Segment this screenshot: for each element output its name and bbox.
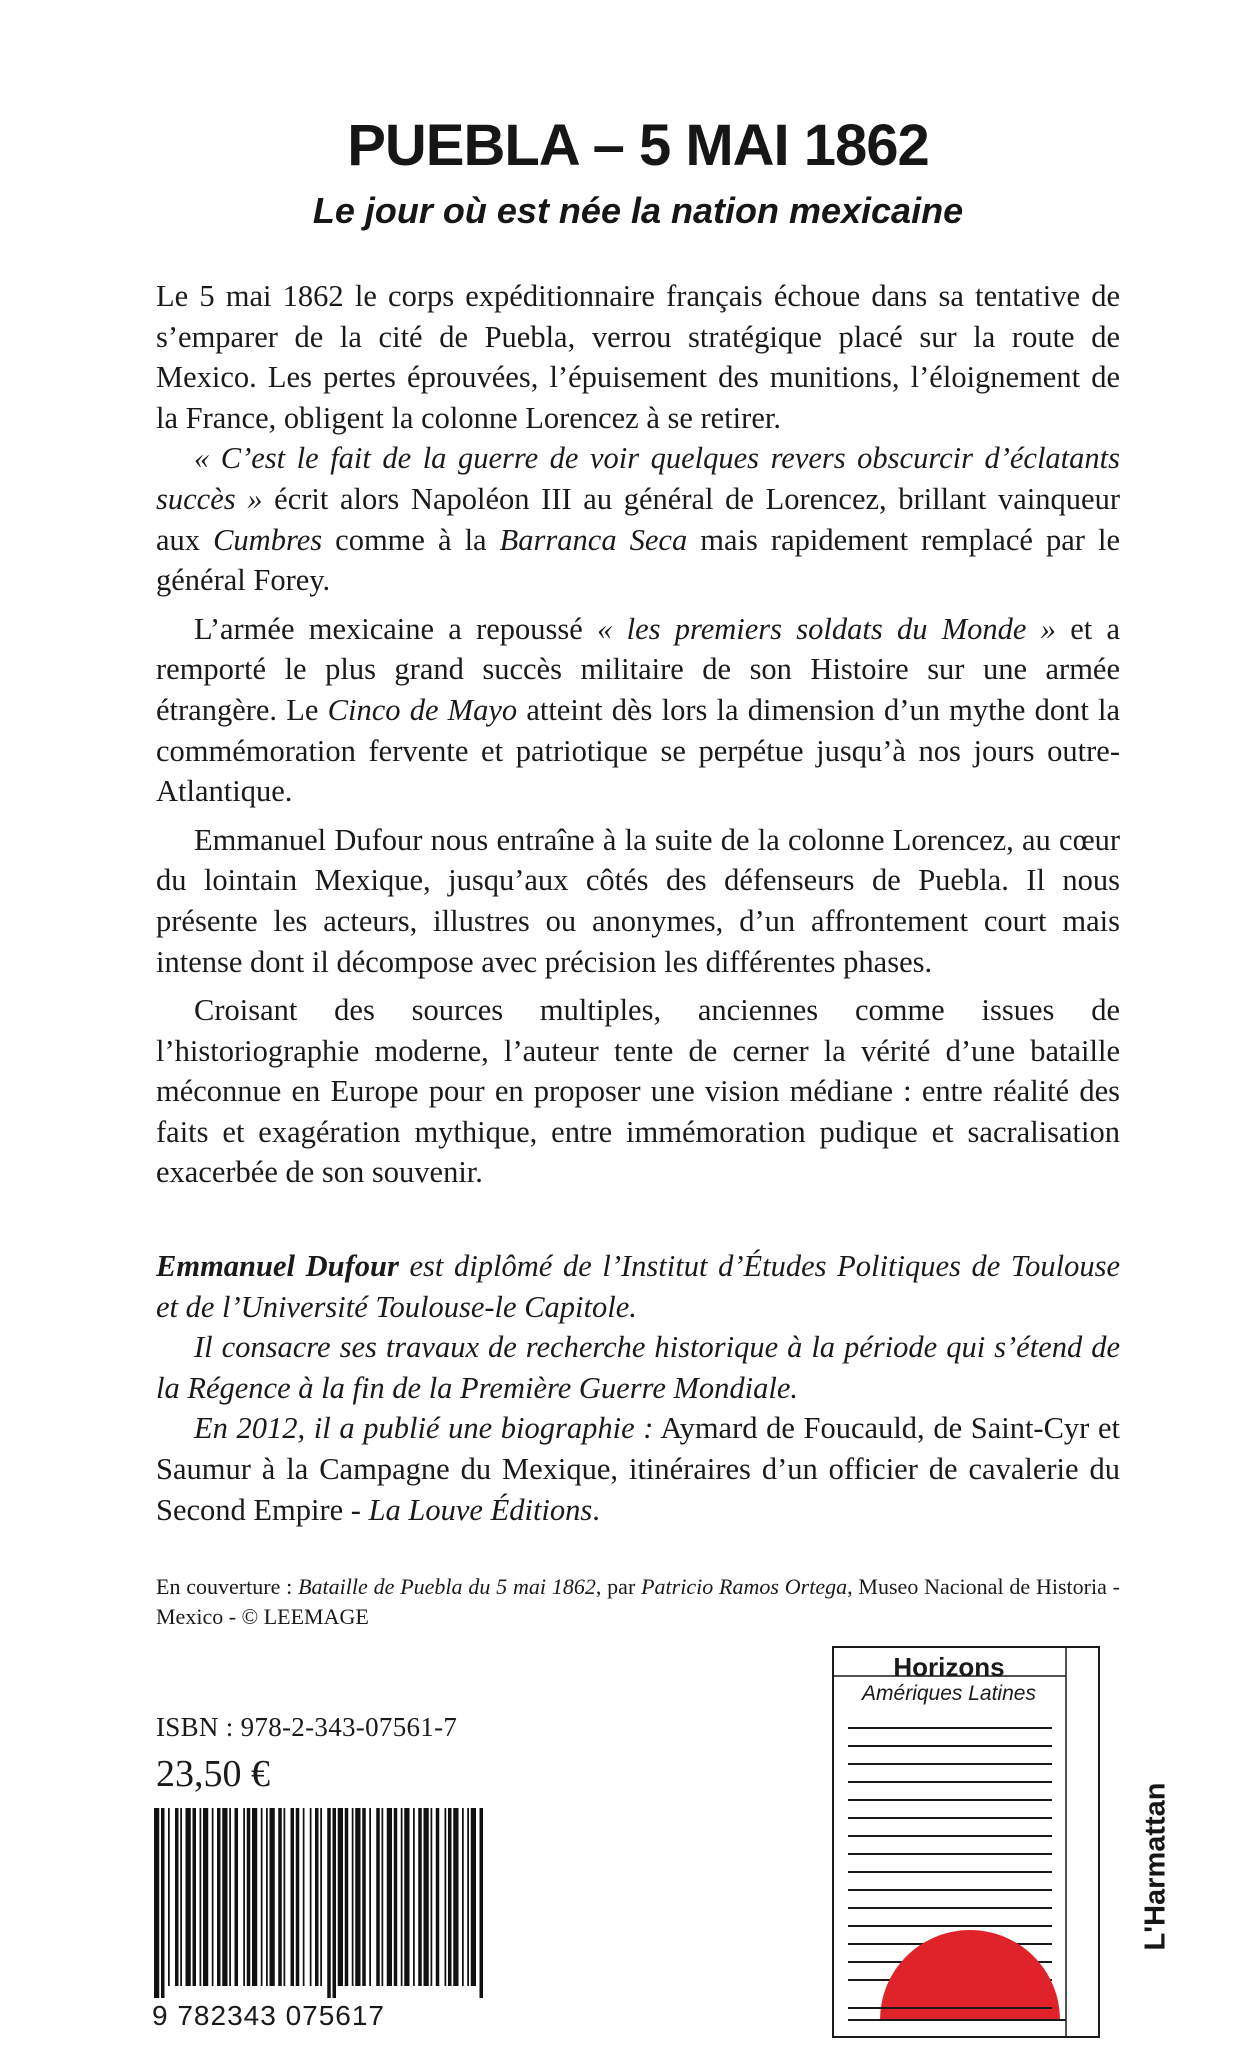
napoleon-quote: « C’est le fait de la guerre de voir quelques revers obscurcir d’éclatants succès » [156,441,1120,516]
barcode-bar [362,1808,366,1986]
author-bio-2: Il consacre ses travaux de recherche historique à la période qui s’étend de la Régence à la fin de la Première Guerre Mondiale. [156,1330,1120,1405]
barcode-bar [436,1808,440,1986]
barcode-bar [413,1808,415,1986]
barcode-bar [418,1808,422,1986]
barcode-bar [247,1808,251,1986]
barcode-bar [200,1808,202,1986]
author-bio-1: est diplômé de l’Institut d’Études Politiques de Toulouse et de l’Université Toulouse-le Capitole. [156,1249,1120,1324]
credit-painting: Bataille de Puebla du 5 mai 1862 [298,1574,596,1599]
collection-name: Horizons [893,1652,1005,1682]
author-bio [156,1246,1120,1530]
author-publisher: La Louve Éditions [368,1492,593,1527]
publisher-name: L'Harmattan [1139,1782,1172,1951]
barcode-bar [431,1808,433,1986]
author-name: Emmanuel Dufour [156,1249,399,1283]
barcode-bar [222,1808,227,1986]
barcode-bar [296,1808,300,1986]
barcode-bar [235,1808,239,1986]
barcode-bar [310,1808,312,1986]
barcode-bar [401,1808,403,1986]
barcode-bar [424,1808,429,1986]
barcode-bar [315,1808,319,1986]
barcode-bar [448,1808,452,1986]
barcode-bar [333,1808,337,1998]
barcode-bar [168,1808,170,1986]
barcode-bars [152,1808,488,1998]
credit-museum: , Museo Nacional de Historia - Mexico - © LEEMAGE [156,1574,1121,1629]
blurb-p2-text-b: comme à la [322,522,500,557]
barcode-bar [462,1808,464,1986]
barcode-bar [445,1808,447,1986]
barcode-bar [355,1808,360,1986]
blurb-paragraph-3 [156,609,1120,812]
barcode-bar [387,1808,392,1986]
cinco-de-mayo: Cinco de Mayo [327,692,518,727]
isbn: ISBN : 978-2-343-07561-7 [156,1712,458,1742]
barcode-bar [369,1808,371,1986]
barcode-bar [327,1808,331,1998]
barcode-bar [394,1808,398,1986]
author-bio-paragraph-3 [156,1408,1120,1530]
barcode-bar [291,1808,295,1986]
soldiers-quote: « les premiers soldats du Monde » [597,611,1056,646]
barcode-bar [376,1808,380,1986]
barcode-bar [338,1808,343,1986]
place-barranca-seca: Barranca Seca [499,522,688,557]
book-title: PUEBLA – 5 MAI 1862 [347,113,929,178]
barcode-bar [217,1808,221,1986]
barcode-bar [154,1808,159,1998]
barcode [152,1808,488,2032]
barcode-bar [193,1808,197,1986]
barcode-bar [175,1808,179,1986]
barcode-bar [284,1808,286,1986]
barcode-bar [261,1808,263,1986]
collection-subtitle: Amériques Latines [862,1682,1036,1705]
barcode-bar [382,1808,384,1986]
barcode-bar [278,1808,282,1986]
barcode-bar [180,1808,182,1986]
barcode-bar [352,1808,354,1986]
barcode-bar [467,1808,469,1986]
barcode-bar [453,1808,458,1986]
book-subtitle: Le jour où est née la nation mexicaine [312,190,964,231]
barcode-bar [186,1808,191,1986]
barcode-bar [471,1808,476,1986]
place-cumbres: Cumbres [213,522,323,557]
blurb-p3-text-a: L’armée mexicaine a repoussé [194,611,598,646]
author-bio-paragraph-1 [156,1246,1120,1327]
credit-painter: Patricio Ramos Ortega [641,1574,848,1599]
cover-credit [156,1572,1120,1632]
barcode-bar [345,1808,349,1986]
barcode-bar [252,1808,257,1986]
blurb [156,276,1120,1193]
author-bio-end: . [592,1492,600,1527]
barcode-bar [243,1808,245,1986]
blurb-paragraph-5: Croisant des sources multiples, anciennes comme issues de l’historiographie moderne, l’auteur tente de cerner la vérité d’une bataille méconnue en Europe pour en proposer une vision médiane : entre réalité des faits et exagération mythique, entre immémoration pudique et sacralisation exacerbée de son souvenir. [156,993,1120,1190]
barcode-bar [229,1808,231,1986]
blurb-p2-text-a: écrit alors Napoléon III au général de Lorencez, brillant vainqueur aux [156,481,1120,557]
blurb-paragraph-2 [156,438,1120,600]
barcode-bar [404,1808,409,1986]
blurb-paragraph-1: Le 5 mai 1862 le corps expéditionnaire français échoue dans sa tentative de s’emparer de la cité de Puebla, verrou stratégique placé sur la route de Mexico. Les pertes éprouvées, l’épuisement des munitions, l’éloignement de la France, obligent la colonne Lorencez à se retirer. [156,279,1120,435]
author-bio-3-intro: En 2012, il a publié une biographie : [194,1411,654,1446]
credit-intro: En couverture : [156,1574,299,1599]
blurb-p3-text-b: et a remporté le plus grand succès militaire de son Histoire sur une armée étrangère. Le [156,611,1120,727]
collection-logo-graphic [834,1648,1098,2036]
blurb-paragraph-4: Emmanuel Dufour nous entraîne à la suite de la colonne Lorencez, au cœur du lointain Mexique, jusqu’aux côtés des défenseurs de Puebla. Il nous présente les acteurs, illustres ou anonymes, d’un affrontement court mais intense dont il décompose avec précision les différentes phases. [156,822,1120,979]
barcode-digits: 9 782343 075617 [152,2000,385,2031]
blurb-p3-text-c: atteint dès lors la dimension d’un mythe dont la commémoration fervente et patriotique se perpétue jusqu’à nos jours outre-Atlantique. [156,692,1121,809]
barcode-bar [266,1808,268,1986]
collection-logo [832,1646,1100,2038]
barcode-bar [320,1808,322,1986]
barcode-bar [303,1808,305,1986]
barcode-bar [203,1808,208,1986]
barcode-bar [480,1808,484,1998]
author-biography-title: Aymard de Foucauld, de Saint-Cyr et Saumur à la Campagne du Mexique, itinéraires d’un officier de cavalerie du Second Empire - [156,1411,1120,1527]
barcode-bar [270,1808,275,1986]
barcode-bar [212,1808,214,1986]
author-bio-paragraph-2 [156,1327,1120,1408]
credit-by: , par [595,1574,642,1599]
price: 23,50 € [156,1753,270,1795]
blurb-p2-text-c: mais rapidement remplacé par le général Forey. [156,522,1120,598]
barcode-bar [161,1808,165,1998]
